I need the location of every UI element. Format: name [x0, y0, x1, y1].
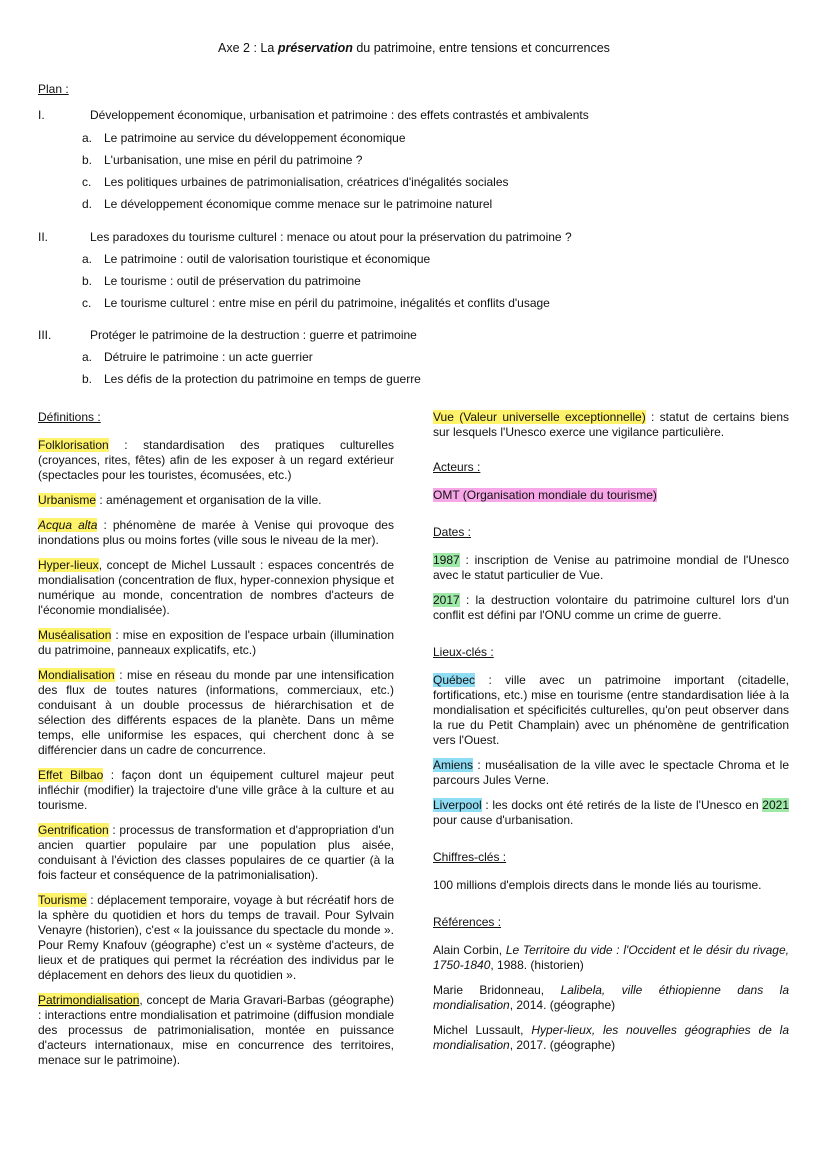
definition-entry: Folklorisation : standardisation des pratiques culturelles (croyances, rites, fêtes) afin de les exposer à un regard extérieur (spectacles pour les touristes, écomusées, etc.)	[38, 438, 394, 482]
reference-title: Le Territoire du vide : l'Occident et le désir du rivage, 1750-1840	[433, 943, 789, 972]
vue-entry: Vue (Valeur universelle exceptionnelle) : statut de certains biens sur lesquels l'Unesco exerce une vigilance particulière.	[433, 410, 789, 439]
definition-term: Urbanisme	[38, 493, 97, 507]
lieu-name: Amiens	[433, 758, 474, 772]
date-year: 2021	[762, 798, 789, 812]
acteurs-heading: Acteurs :	[433, 460, 481, 474]
definition-term: Mondialisation	[38, 668, 115, 682]
lieu-entry: Amiens : muséalisation de la ville avec le spectacle Chroma et le parcours Jules Verne.	[433, 758, 789, 787]
definition-entry: Tourisme : déplacement temporaire, voyage à but récréatif hors de la sphère du quotidien et hors du temps de travail. Pour Sylvain Venayre (historien), c'est « la jouissance du spectacle du monde ». Pour Remy Knafouv (géographe) c'est un « système d'acteurs, de lieux et de pratiques qui permet la récréation des individus par le déplacement en dehors des lieux du quotidien ».	[38, 893, 394, 982]
definitions-heading: Définitions :	[38, 410, 101, 424]
reference-entry: Marie Bridonneau, Lalibela, ville éthiopienne dans la mondialisation, 2014. (géographe)	[433, 983, 789, 1012]
definition-term: Folklorisation	[38, 438, 109, 452]
date-entry: 1987 : inscription de Venise au patrimoine mondial de l'Unesco avec le statut particulier de Vue.	[433, 553, 789, 582]
reference-entry: Alain Corbin, Le Territoire du vide : l'Occident et le désir du rivage, 1750-1840, 1988. (historien)	[433, 943, 789, 972]
section-number: I.	[38, 108, 45, 122]
definition-term: Muséalisation	[38, 628, 112, 642]
lieu-entry: Liverpool : les docks ont été retirés de la liste de l'Unesco en 2021 pour cause d'urbanisation.	[433, 798, 789, 827]
definition-term: Effet Bilbao	[38, 768, 104, 782]
acteur-entry	[433, 488, 789, 503]
acteur-omt: OMT (Organisation mondiale du tourisme)	[433, 488, 657, 502]
section-title: Développement économique, urbanisation et patrimoine : des effets contrastés et ambivalents	[90, 108, 589, 122]
definition-entry: Urbanisme : aménagement et organisation de la ville.	[38, 493, 322, 507]
date-entry: 2017 : la destruction volontaire du patrimoine culturel lors d'un conflit est défini par l'ONU comme un crime de guerre.	[433, 593, 789, 622]
section-title: Les paradoxes du tourisme culturel : menace ou atout pour la préservation du patrimoine ?	[90, 230, 572, 244]
definition-term: Patrimondialisation	[38, 993, 140, 1007]
dates-heading: Dates :	[433, 525, 472, 539]
definition-entry: Muséalisation : mise en exposition de l'espace urbain (illumination du patrimoine, panneaux explicatifs, etc.)	[38, 628, 394, 657]
plan-heading: Plan :	[38, 82, 69, 96]
definition-term: Hyper-lieux	[38, 558, 99, 572]
section-number: III.	[38, 328, 52, 342]
definition-term: Tourisme	[38, 893, 87, 907]
reference-title: Lalibela, ville éthiopienne dans la mondialisation	[433, 983, 789, 1012]
chiffre-entry: 100 millions d'emplois directs dans le monde liés au tourisme.	[433, 878, 762, 892]
section-title: Protéger le patrimoine de la destruction : guerre et patrimoine	[90, 328, 417, 342]
chiffres-heading: Chiffres-clés :	[433, 850, 507, 864]
lieu-entry: Québec : ville avec un patrimoine important (citadelle, fortifications, etc.) mise en tourisme (entre standardisation liée à la mondialisation et spécificités culturelles, qu'on peut observer dans la rue du Petit Champlain) avec un phénomène de gentrification vers l'Ouest.	[433, 673, 789, 747]
definition-term: Vue (Valeur universelle exceptionnelle)	[433, 410, 646, 424]
definition-entry: Effet Bilbao : façon dont un équipement culturel majeur peut infléchir (modifier) la trajectoire d'une ville grâce à la culture et au tourisme.	[38, 768, 395, 812]
lieu-name: Liverpool	[433, 798, 482, 812]
definition-entry: Acqua alta : phénomène de marée à Venise qui provoque des inondations plus ou moins fortes (ville sous le niveau de la mer).	[38, 518, 394, 547]
definition-entry: Mondialisation : mise en réseau du monde par une intensification des flux de toutes natures (informations, commerciaux, etc.) conduisant à un double processus de hiérarchisation et de sélection des différents espaces de la planète. Dans un même temps, elle uniformise les espaces, qui cherchent donc à se différencier dans un cadre de concurrence.	[38, 668, 394, 757]
title-emphasis: préservation	[277, 41, 353, 55]
reference-title: Hyper-lieux, les nouvelles géographies de la mondialisation	[433, 1023, 789, 1052]
references-heading: Références :	[433, 915, 502, 929]
right-column	[433, 410, 789, 1063]
section-number: II.	[38, 230, 49, 244]
reference-entry: Michel Lussault, Hyper-lieux, les nouvelles géographies de la mondialisation, 2017. (géographe)	[433, 1023, 789, 1052]
lieux-heading: Lieux-clés :	[433, 645, 494, 659]
definition-entry: Hyper-lieux, concept de Michel Lussault : espaces concentrés de mondialisation (concentration de flux, hyper-connexion physique et numérique au monde, concentration de nombres d'acteurs de l'économie mondialisée).	[38, 558, 394, 617]
lieu-name: Québec	[433, 673, 476, 687]
page-title: Axe 2 : La préservation du patrimoine, entre tensions et concurrences	[218, 41, 610, 55]
definition-entry: Gentrification : processus de transformation et d'appropriation d'un ancien quartier populaire par une population plus aisée, conduisant à l'éviction des classes populaires de ce quartier (à la fois facteur et conséquence de la patrimonialisation).	[38, 823, 394, 882]
date-year: 1987	[433, 553, 460, 567]
definitions-column	[38, 410, 394, 1078]
definition-entry: Patrimondialisation, concept de Maria Gravari-Barbas (géographe) : interactions entre mondialisation et patrimoine (diffusion mondiale des processus de patrimonialisation, montée en puissance d'acteurs internationaux, mise en concurrence des territoires, menace sur le patrimoine).	[38, 993, 394, 1067]
date-year: 2017	[433, 593, 460, 607]
definition-term: Gentrification	[38, 823, 109, 837]
definition-term: Acqua alta	[38, 518, 98, 532]
